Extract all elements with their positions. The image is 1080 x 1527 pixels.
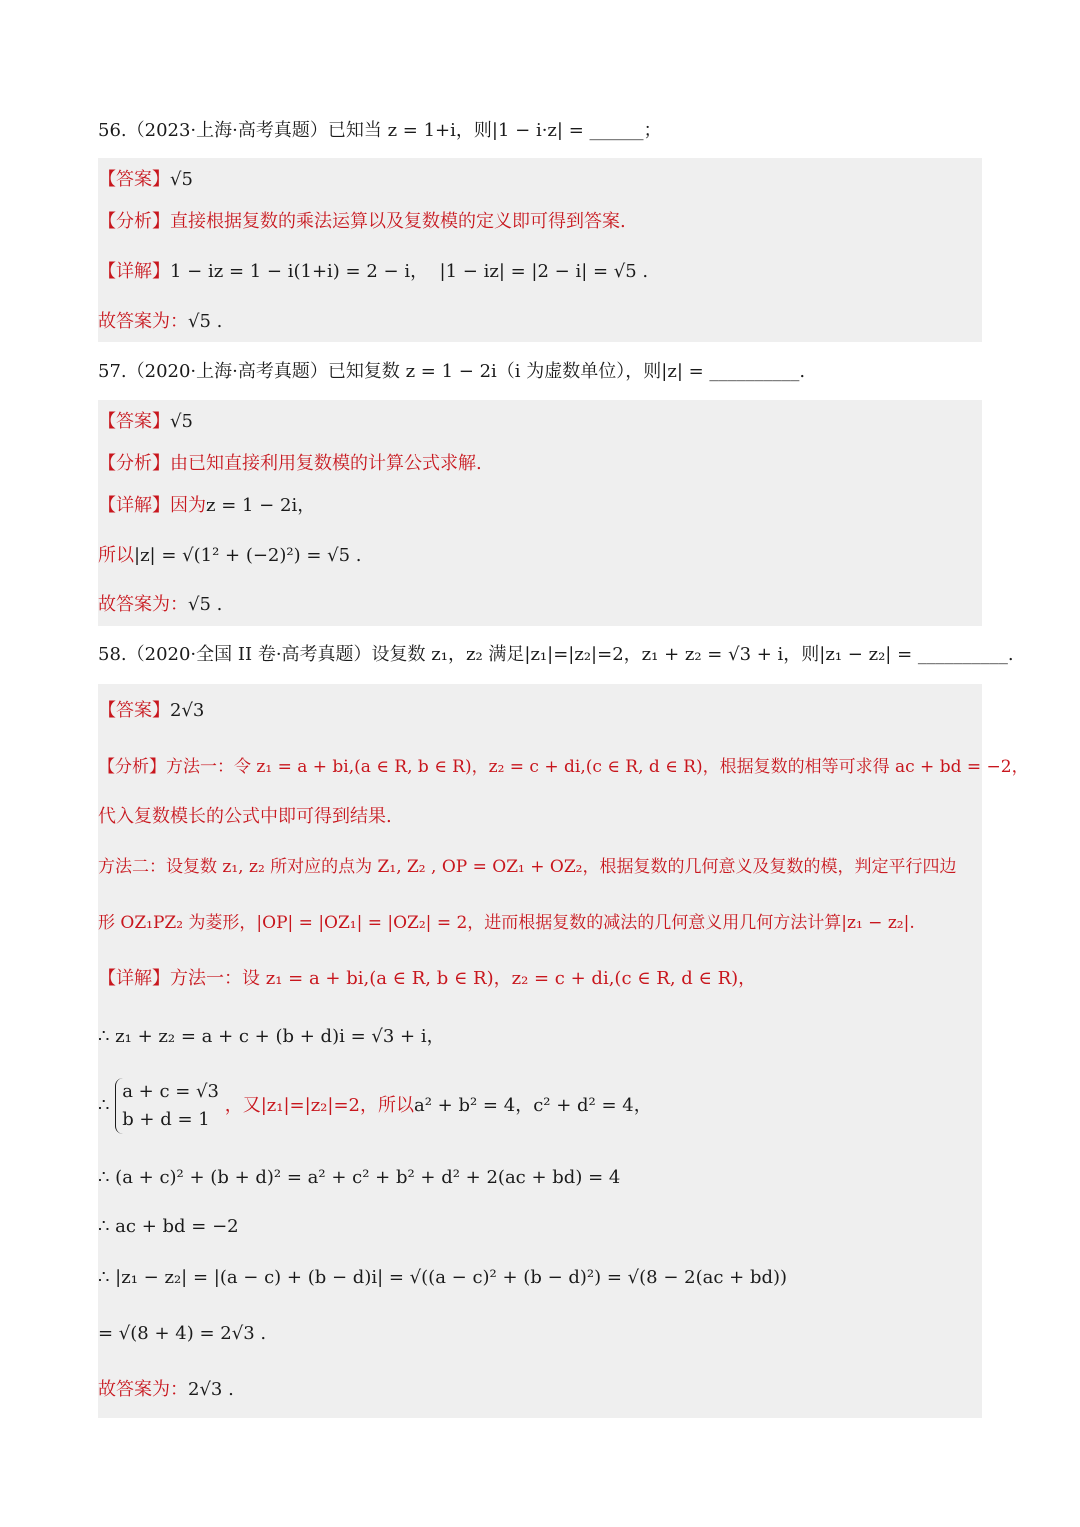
q57-line2-text: 所以: [98, 545, 134, 566]
q57-solution-box: [98, 400, 982, 626]
q58-conclusion-value: 2√3 .: [188, 1379, 234, 1400]
q58-detail-line2: ∴ z₁ + z₂ = a + c + (b + d)i = √3 + i，: [98, 1026, 445, 1047]
q58-detail-line5: ∴ ac + bd = −2: [98, 1216, 239, 1237]
q58-analysis-line2: 代入复数模长的公式中即可得到结果.: [98, 806, 392, 827]
q58-equation-system: [115, 1078, 219, 1134]
q57-answer-value: √5: [170, 411, 193, 432]
q58-detail-line4: ∴ (a + c)² + (b + d)² = a² + c² + b² + d² + 2(ac + bd) = 4: [98, 1167, 621, 1188]
q56-stem: 56.（2023·上海·高考真题）已知当 z = 1+i，则|1 − i·z| = ______；: [98, 120, 662, 141]
q58-analysis-line3: 方法二：设复数 z₁, z₂ 所对应的点为 Z₁, Z₂ , OP = OZ₁ + OZ₂，根据复数的几何意义及复数的模，判定平行四边: [98, 857, 957, 877]
q57-conclusion: [98, 591, 982, 619]
q58-detail-line6: ∴ |z₁ − z₂| = |(a − c) + (b − d)i| = √((a − c)² + (b − d)²) = √(8 − 2(ac + bd)): [98, 1267, 788, 1288]
q58-answer-tag: 【答案】: [98, 700, 170, 721]
q58-system-tail-math: a² + b² = 4，c² + d² = 4，: [414, 1095, 652, 1116]
q58-conclusion: [98, 1376, 982, 1404]
q57-stem: 57.（2020·上海·高考真题）已知复数 z = 1 − 2i（i 为虚数单位），则|z| = __________.: [98, 361, 806, 382]
q56-answer-tag: 【答案】: [98, 169, 170, 190]
q58-conclusion-label: 故答案为：: [98, 1379, 188, 1400]
q56-solution-box: [98, 158, 982, 342]
q58-detail-line7: = √(8 + 4) = 2√3 .: [98, 1323, 267, 1344]
q58-detail-line1: [98, 965, 982, 993]
q58-analysis-line1: [98, 753, 1029, 781]
q58-analysis-text1: 方法一：令 z₁ = a + bi,(a ∈ R, b ∈ R)，z₂ = c + di,(c ∈ R, d ∈ R)，根据复数的相等可求得 ac + bd = −2，: [166, 757, 1029, 777]
q56-answer: [98, 166, 982, 194]
q57-analysis-tag: 【分析】: [98, 453, 170, 474]
q58-detail-text1: 方法一：设 z₁ = a + bi,(a ∈ R, b ∈ R)，z₂ = c + di,(c ∈ R, d ∈ R)，: [170, 968, 757, 989]
q58-answer-value: 2√3: [170, 700, 205, 721]
q56-analysis-tag: 【分析】: [98, 211, 170, 232]
q58-analysis-tag: 【分析】: [98, 757, 166, 777]
q58-system-line: [98, 1078, 982, 1138]
q57-detail: [98, 492, 982, 520]
q56-analysis: [98, 208, 982, 236]
q58-answer: [98, 697, 982, 725]
q56-detail: [98, 258, 982, 286]
q58-system-tail-text: ，又|z₁|=|z₂|=2，所以: [224, 1095, 414, 1116]
q57-analysis: [98, 450, 982, 478]
q56-detail-tag: 【详解】: [98, 261, 170, 282]
q57-answer-tag: 【答案】: [98, 411, 170, 432]
q56-analysis-text: 直接根据复数的乘法运算以及复数模的定义即可得到答案.: [170, 211, 626, 232]
q57-detail-tag: 【详解】: [98, 495, 170, 516]
q58-detail-tag: 【详解】: [98, 968, 170, 989]
q57-conclusion-value: √5 .: [188, 594, 223, 615]
q57-analysis-text: 由已知直接利用复数模的计算公式求解.: [170, 453, 482, 474]
q58-stem: 58.（2020·全国 II 卷·高考真题）设复数 z₁，z₂ 满足|z₁|=|z₂|=2，z₁ + z₂ = √3 + i，则|z₁ − z₂| = __________.: [98, 644, 1014, 665]
q57-line2-math: |z| = √(1² + (−2)²) = √5 .: [134, 545, 362, 566]
q56-conclusion-label: 故答案为：: [98, 311, 188, 332]
q57-detail-math: z = 1 − 2i，: [206, 495, 316, 516]
q58-solution-box: [98, 684, 1029, 1418]
q57-answer: [98, 408, 982, 436]
q58-system-therefore: ∴: [98, 1095, 110, 1116]
q56-answer-value: √5: [170, 169, 193, 190]
q56-detail-math: 1 − iz = 1 − i(1+i) = 2 − i，: [170, 261, 429, 282]
q57-conclusion-label: 故答案为：: [98, 594, 188, 615]
q56-detail-math2: |1 − iz| = |2 − i| = √5 .: [439, 261, 649, 282]
q58-system-row1: a + c = √3: [122, 1081, 219, 1102]
q58-analysis-line4: 形 OZ₁PZ₂ 为菱形，|OP| = |OZ₁| = |OZ₂| = 2，进而根据复数的减法的几何意义用几何方法计算|z₁ − z₂|.: [98, 913, 915, 933]
q56-conclusion: [98, 308, 982, 336]
q57-detail-text: 因为: [170, 495, 206, 516]
q57-line2: [98, 542, 982, 570]
q56-conclusion-value: √5 .: [188, 311, 223, 332]
q58-system-row2: b + d = 1: [122, 1109, 210, 1130]
